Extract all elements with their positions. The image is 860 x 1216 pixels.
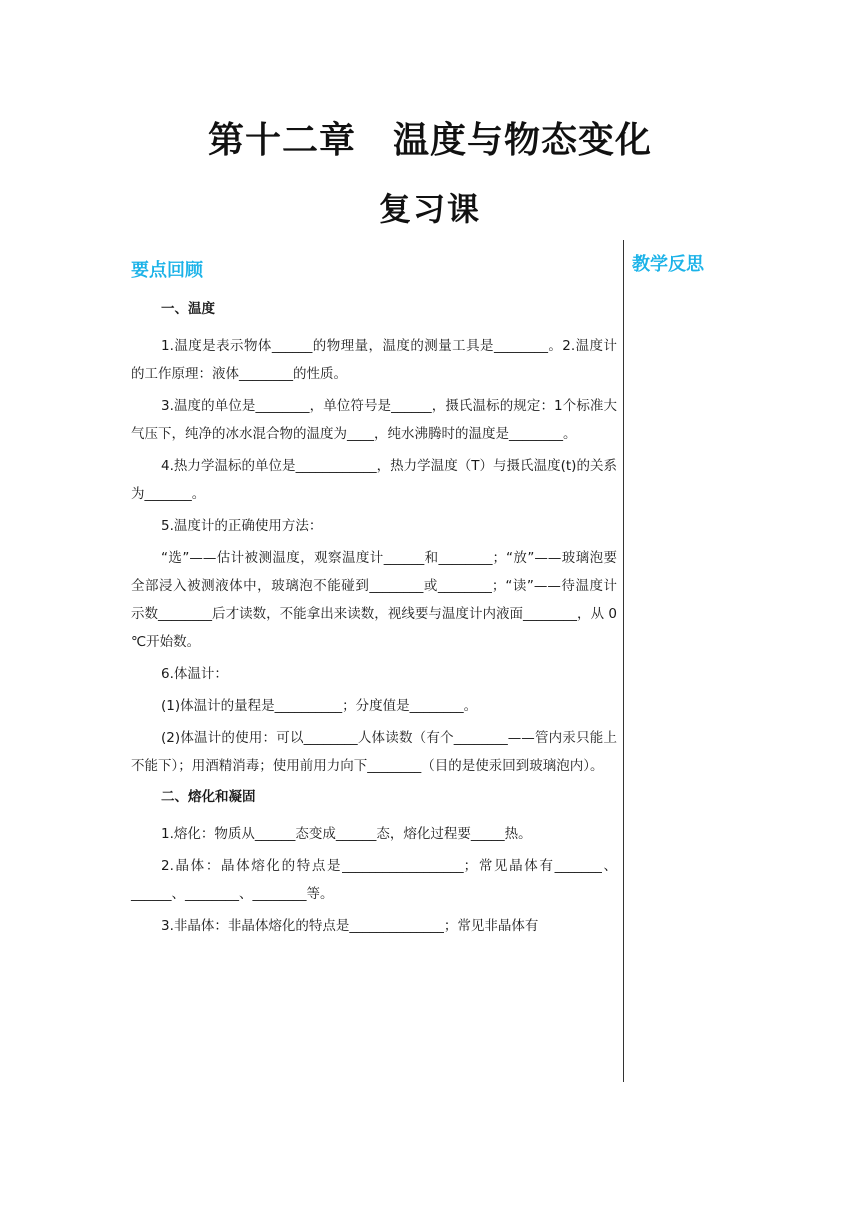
paragraph: 1.温度是表示物体______的物理量，温度的测量工具是________。2.温度计的工作原理：液体________的性质。 (131, 338, 617, 382)
paragraph: (2)体温计的使用：可以________人体读数（有个________——管内汞只能上不能下）；用酒精消毒；使用前用力向下________（目的是使汞回到玻璃泡内）。 (131, 730, 617, 774)
teaching-reflection-heading: 教学反思 (632, 254, 704, 275)
main-content (131, 256, 617, 944)
subsection-heading: 二、熔化和凝固 (161, 789, 256, 805)
paragraph: 4.热力学温标的单位是____________，热力学温度（T）与摄氏温度(t)的关系为_______。 (131, 458, 617, 502)
paragraph: 1.熔化：物质从______态变成______态，熔化过程要_____热。 (161, 826, 532, 842)
subsection-heading: 一、温度 (161, 301, 215, 317)
content-blocks (131, 296, 617, 940)
chapter-title: 第十二章 温度与物态变化 (207, 120, 652, 161)
paragraph: “选”——估计被测温度，观察温度计______和________；“放”——玻璃泡要全部浸入被测液体中，玻璃泡不能碰到________或________；“读”——待温度计示数________后才读数，不能拿出来读数，视线要与温度计内液面________，从 0 ℃开始数。 (131, 550, 617, 650)
lesson-subtitle: 复习课 (378, 190, 481, 228)
paragraph: (1)体温计的量程是__________；分度值是________。 (161, 698, 478, 714)
paragraph: 2.晶体：晶体熔化的特点是__________________；常见晶体有_______、______、________、________等。 (131, 858, 617, 902)
section-heading: 要点回顾 (131, 260, 203, 281)
paragraph: 5.温度计的正确使用方法： (161, 518, 323, 534)
paragraph: 3.温度的单位是________，单位符号是______，摄氏温标的规定：1个标准大气压下，纯净的冰水混合物的温度为____，纯水沸腾时的温度是________。 (131, 398, 617, 442)
paragraph: 6.体温计： (161, 666, 228, 682)
column-divider (623, 240, 624, 1082)
paragraph: 3.非晶体：非晶体熔化的特点是______________；常见非晶体有 (161, 918, 539, 934)
